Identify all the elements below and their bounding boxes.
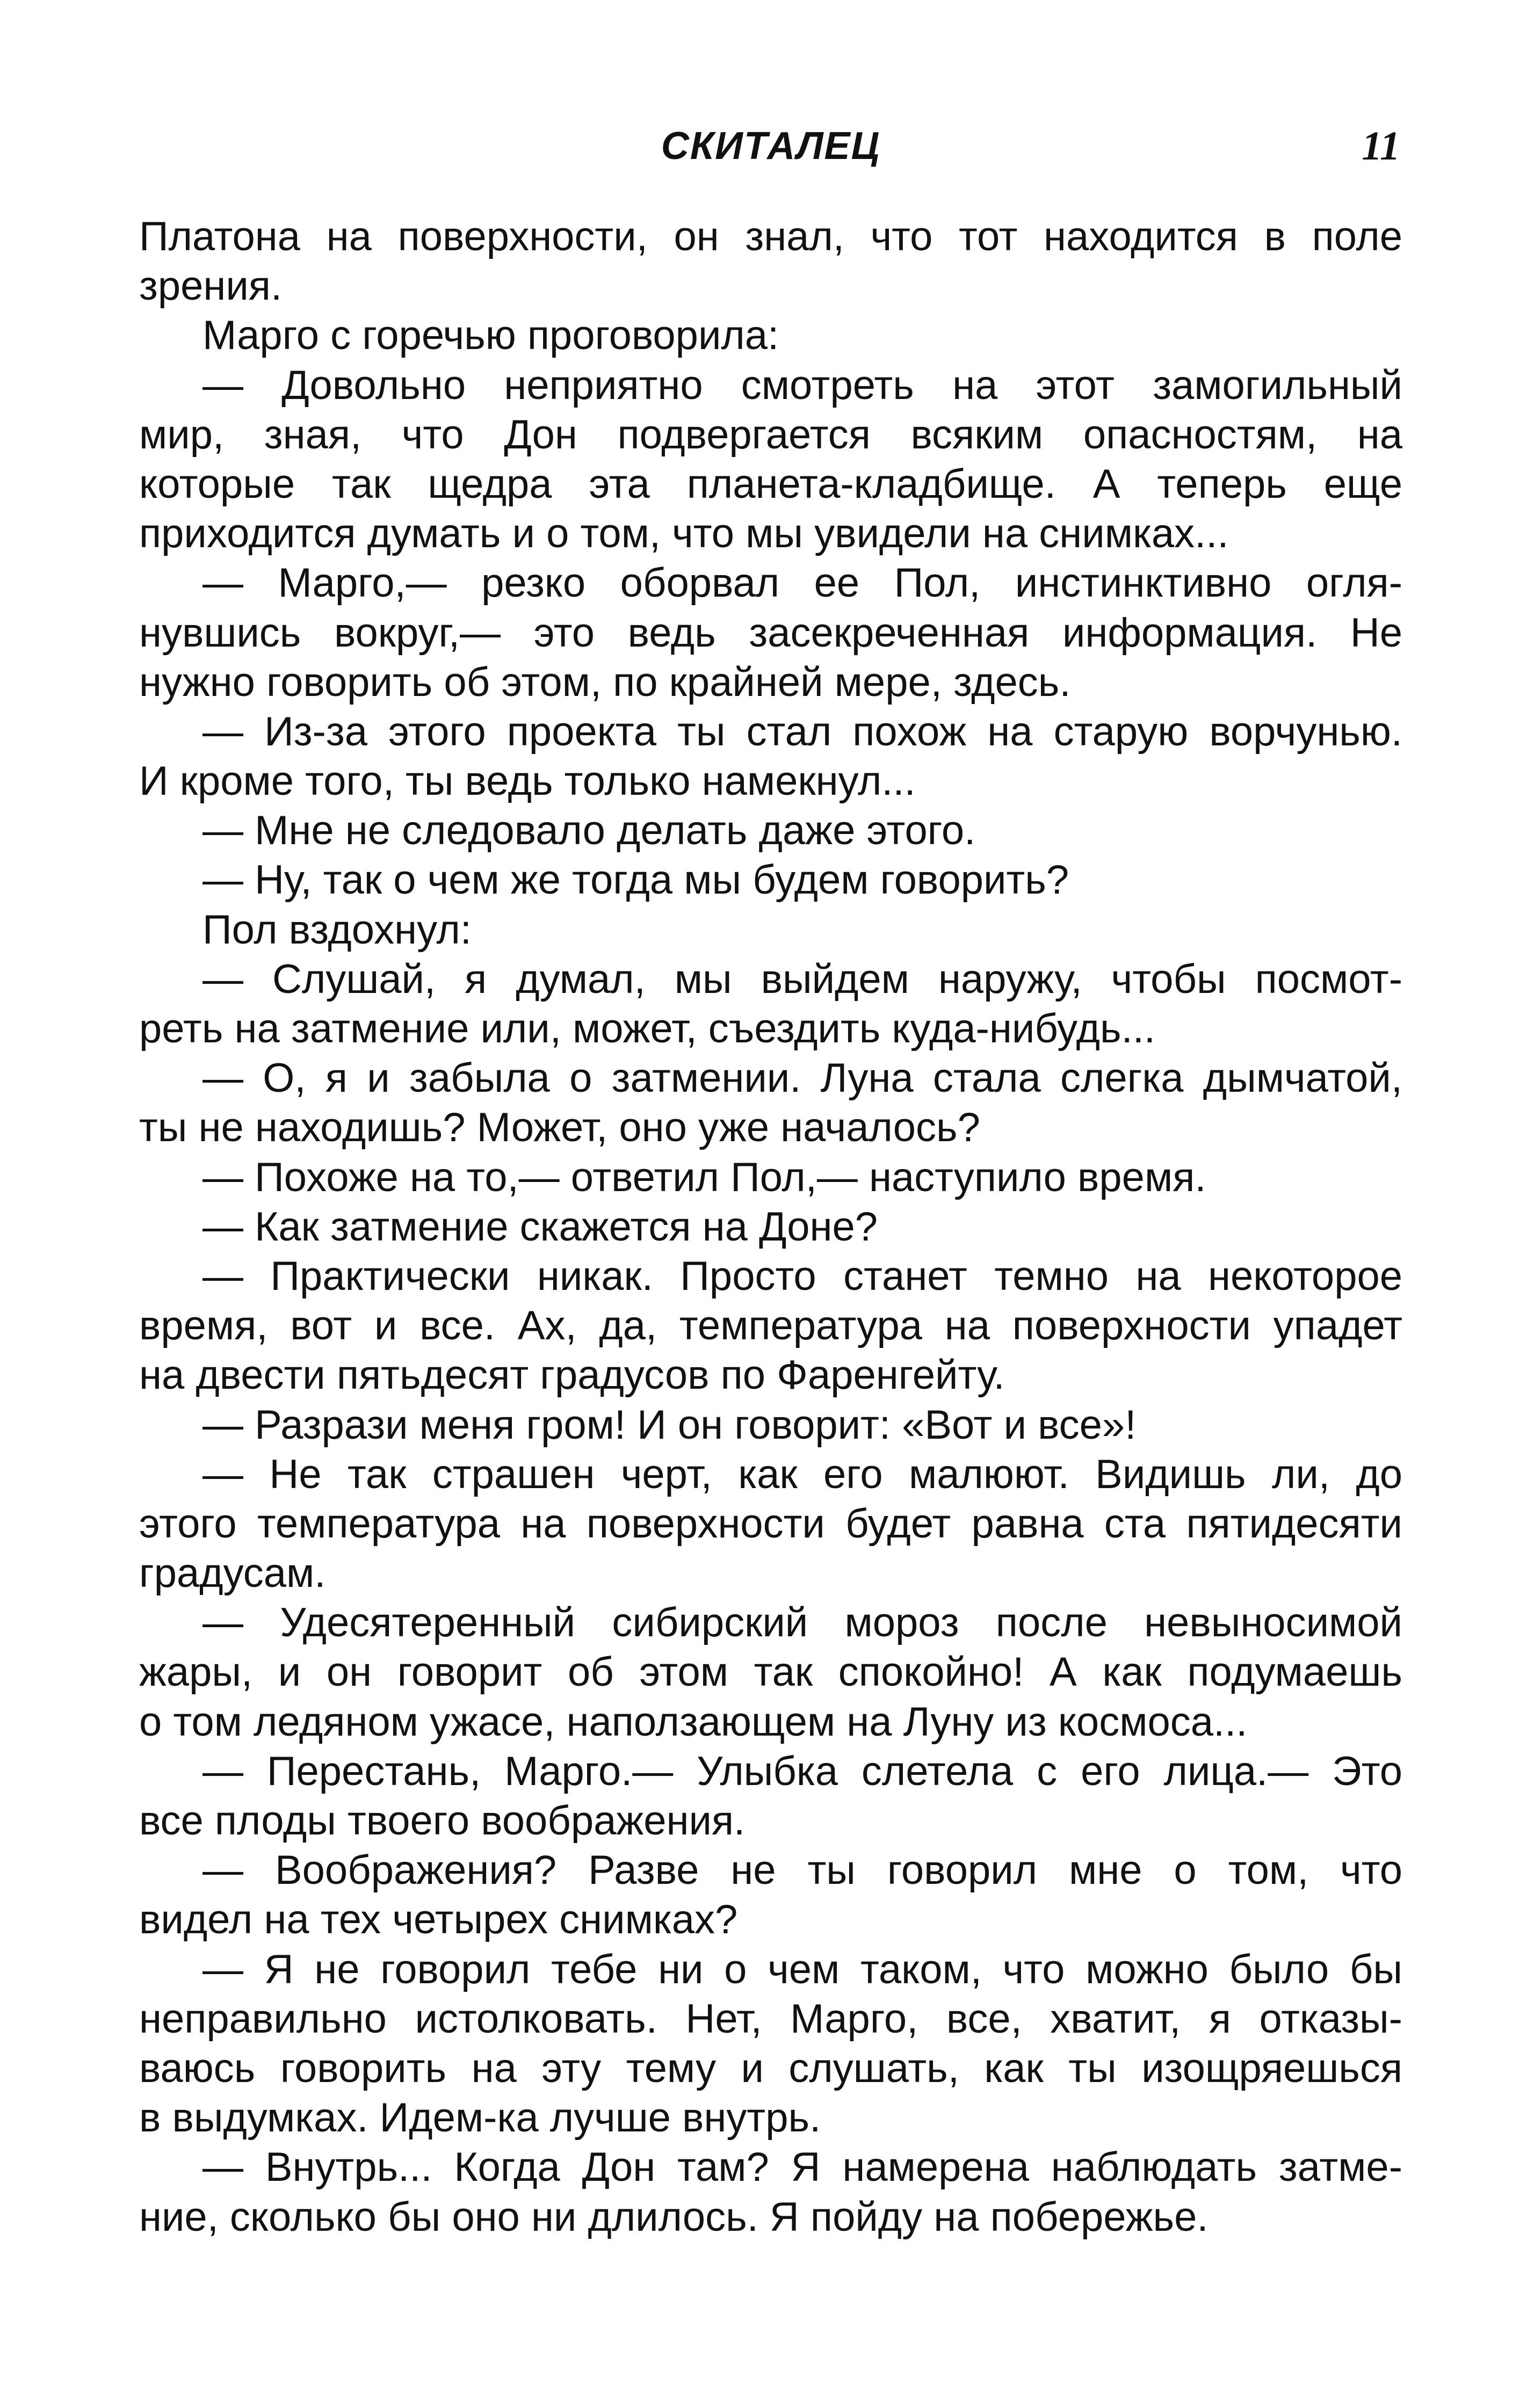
text-line: неправильно истолковать. Нет, Марго, все, хватит, я отказы- [139,1996,1402,2042]
text-line: — Ну, так о чем же тогда мы будем говорить? [202,857,1069,903]
paragraph [139,311,1402,360]
text-line: градусам. [139,1550,326,1597]
text-line: — Довольно неприятно смотреть на этот замогильный [202,362,1402,408]
text-line: — О, я и забыла о затмении. Луна стала слегка дымчатой, [202,1055,1402,1101]
running-title: СКИТАЛЕЦ [661,125,881,168]
text-line: — Как затмение скажется на Доне? [202,1203,878,1250]
paragraph [139,1054,1402,1152]
paragraph [139,707,1402,806]
paragraph [139,1747,1402,1846]
paragraph [139,1846,1402,1945]
text-line: время, вот и все. Ах, да, температура на поверхности упадет [139,1303,1402,1349]
paragraph [139,955,1402,1054]
text-line: о том ледяном ужасе, наползающем на Луну из космоса... [139,1699,1248,1745]
text-line: — Удесятеренный сибирский мороз после невыносимой [202,1600,1402,1646]
text-line: в выдумках. Идем-ка лучше внутрь. [139,2095,821,2141]
text-line: — Слушай, я думал, мы выйдем наружу, чтобы посмот- [202,956,1402,1002]
text-line: нувшись вокруг,— это ведь засекреченная информация. Не [139,610,1402,656]
paragraph [139,559,1402,707]
page-header [139,119,1402,173]
text-line: — Внутрь... Когда Дон там? Я намерена наблюдать затме- [202,2144,1402,2191]
text-line: — Марго,— резко оборвал ее Пол, инстинктивно огля- [202,560,1402,606]
text-line: приходится думать и о том, что мы увидели на снимках... [139,511,1229,557]
text-line: все плоды твоего воображения. [139,1798,746,1844]
text-line: реть на затмение или, может, съездить куда-нибудь... [139,1006,1155,1051]
text-line: — Похоже на то,— ответил Пол,— наступило время. [202,1154,1206,1200]
text-line: этого температура на поверхности будет равна ста пятидесяти [139,1500,1402,1547]
paragraph [139,905,1402,955]
paragraph [139,1153,1402,1202]
paragraph [139,1945,1402,2143]
body-text [139,212,1402,2242]
paragraph [139,1401,1402,1450]
text-line: Пол вздохнул: [202,906,472,953]
paragraph [139,1202,1402,1252]
text-line: видел на тех четырех снимках? [139,1897,738,1943]
text-line: Платона на поверхности, он знал, что тот находится в поле [139,214,1402,259]
text-line: нужно говорить об этом, по крайней мере, здесь. [139,659,1071,705]
paragraph [139,855,1402,905]
text-line: — Перестань, Марго.— Улыбка слетела с его лица.— Это [202,1748,1402,1794]
text-line: жары, и он говорит об этом так спокойно! А как подумаешь [139,1649,1402,1695]
text-line: — Не так страшен черт, как его малюют. Видишь ли, до [202,1451,1402,1497]
text-line: зрения. [139,263,283,309]
text-line: на двести пятьдесят градусов по Фаренгейту. [139,1352,1005,1398]
text-line: — Мне не следовало делать даже этого. [202,808,976,854]
page-number: 11 [1362,124,1400,169]
text-line: ты не находишь? Может, оно уже началось? [139,1105,980,1151]
text-line: — Разрази меня гром! И он говорит: «Вот и все»! [202,1402,1137,1448]
text-line: Марго с горечью проговорила: [202,313,779,359]
text-line: ваюсь говорить на эту тему и слушать, как ты изощряешься [139,2045,1402,2091]
paragraph [139,1450,1402,1599]
text-line: — Практически никак. Просто станет темно на некоторое [202,1253,1402,1299]
paragraph [139,212,1402,311]
text-line: — Из-за этого проекта ты стал похож на старую ворчунью. [202,708,1402,755]
paragraph [139,361,1402,559]
paragraph [139,2143,1402,2242]
text-line: — Воображения? Разве не ты говорил мне о том, что [202,1847,1402,1894]
text-line: И кроме того, ты ведь только намекнул... [139,758,916,804]
text-line: — Я не говорил тебе ни о чем таком, что можно было бы [202,1946,1402,1992]
text-line: которые так щедра эта планета-кладбище. А теперь еще [139,461,1402,507]
text-line: ние, сколько бы оно ни длилось. Я пойду на побережье. [139,2194,1209,2240]
paragraph [139,806,1402,855]
paragraph [139,1252,1402,1401]
paragraph [139,1598,1402,1747]
text-line: мир, зная, что Дон подвергается всяким опасностям, на [139,411,1402,458]
